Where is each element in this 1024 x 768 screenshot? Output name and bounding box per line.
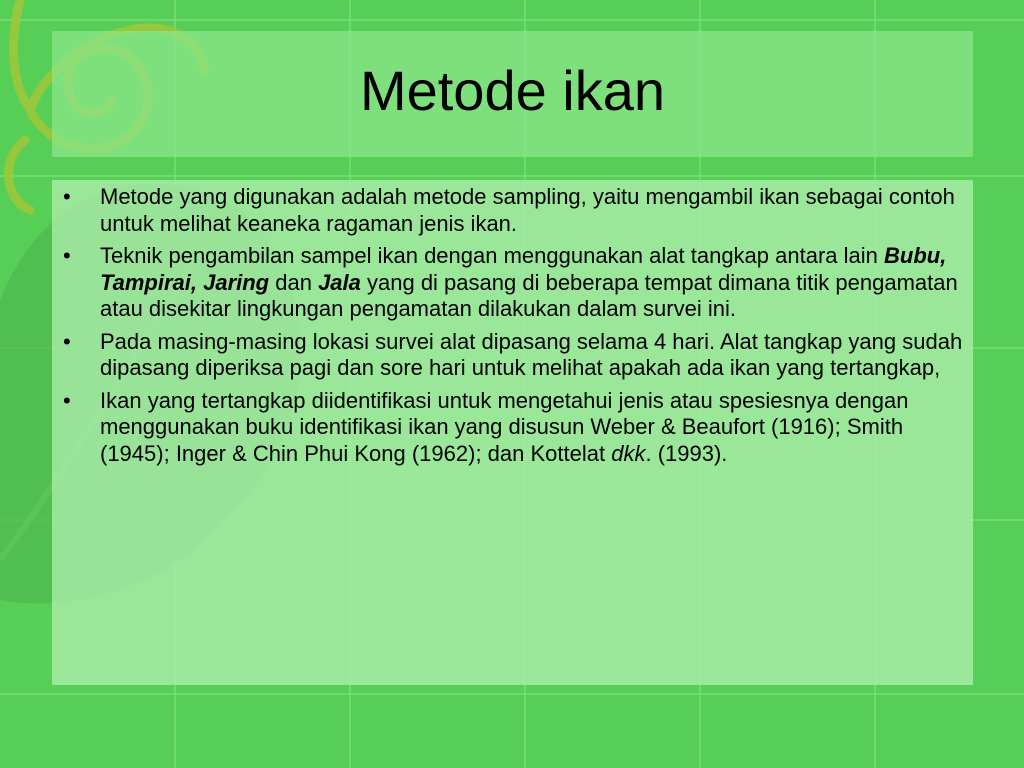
bullet-text-segment: Metode yang digunakan adalah metode sampling, yaitu mengambil ikan sebagai contoh untuk melihat keaneka ragaman jenis ikan. [100, 184, 955, 236]
bullet-text-segment: Bubu, Tampirai, Jaring [100, 243, 947, 295]
bullet-text-segment: Jala [318, 269, 361, 295]
bullet-text-segment: yang di pasang di beberapa tempat dimana titik pengamatan atau disekitar lingkungan pengamatan dilakukan dalam survei ini. [100, 269, 958, 321]
bullet-list [60, 184, 965, 473]
bullet-text-segment: dkk [611, 440, 646, 466]
bullet-marker: • [63, 387, 71, 413]
bullet-item [60, 243, 965, 323]
title-panel [52, 31, 973, 157]
bullet-text-segment: Teknik pengambilan sampel ikan dengan menggunakan alat tangkap antara lain [100, 243, 884, 268]
bullet-marker: • [63, 184, 71, 209]
bullet-text-segment: Ikan yang tertangkap diidentifikasi untuk mengetahui jenis atau spesiesnya dengan menggunakan buku identifikasi ikan yang disusun Weber & Beaufort (1916); Smith (1945); Inger & Chin Phui Kong (1962); dan Kottelat [100, 387, 909, 466]
bullet-item [60, 329, 965, 382]
bullet-marker: • [63, 243, 71, 268]
bullet-item [60, 388, 965, 468]
bullet-text-segment: . (1993). [645, 440, 728, 466]
slide-title: Metode ikan [359, 59, 666, 122]
bullet-text-segment: Pada masing-masing lokasi survei alat dipasang selama 4 hari. Alat tangkap yang sudah dipasang diperiksa pagi dan sore hari untuk melihat apakah ada ikan yang tertangkap, [100, 328, 963, 380]
content-panel [52, 180, 973, 685]
bullet-text-segment: dan [269, 269, 319, 295]
bullet-marker: • [63, 328, 71, 354]
bullet-item [60, 184, 965, 237]
